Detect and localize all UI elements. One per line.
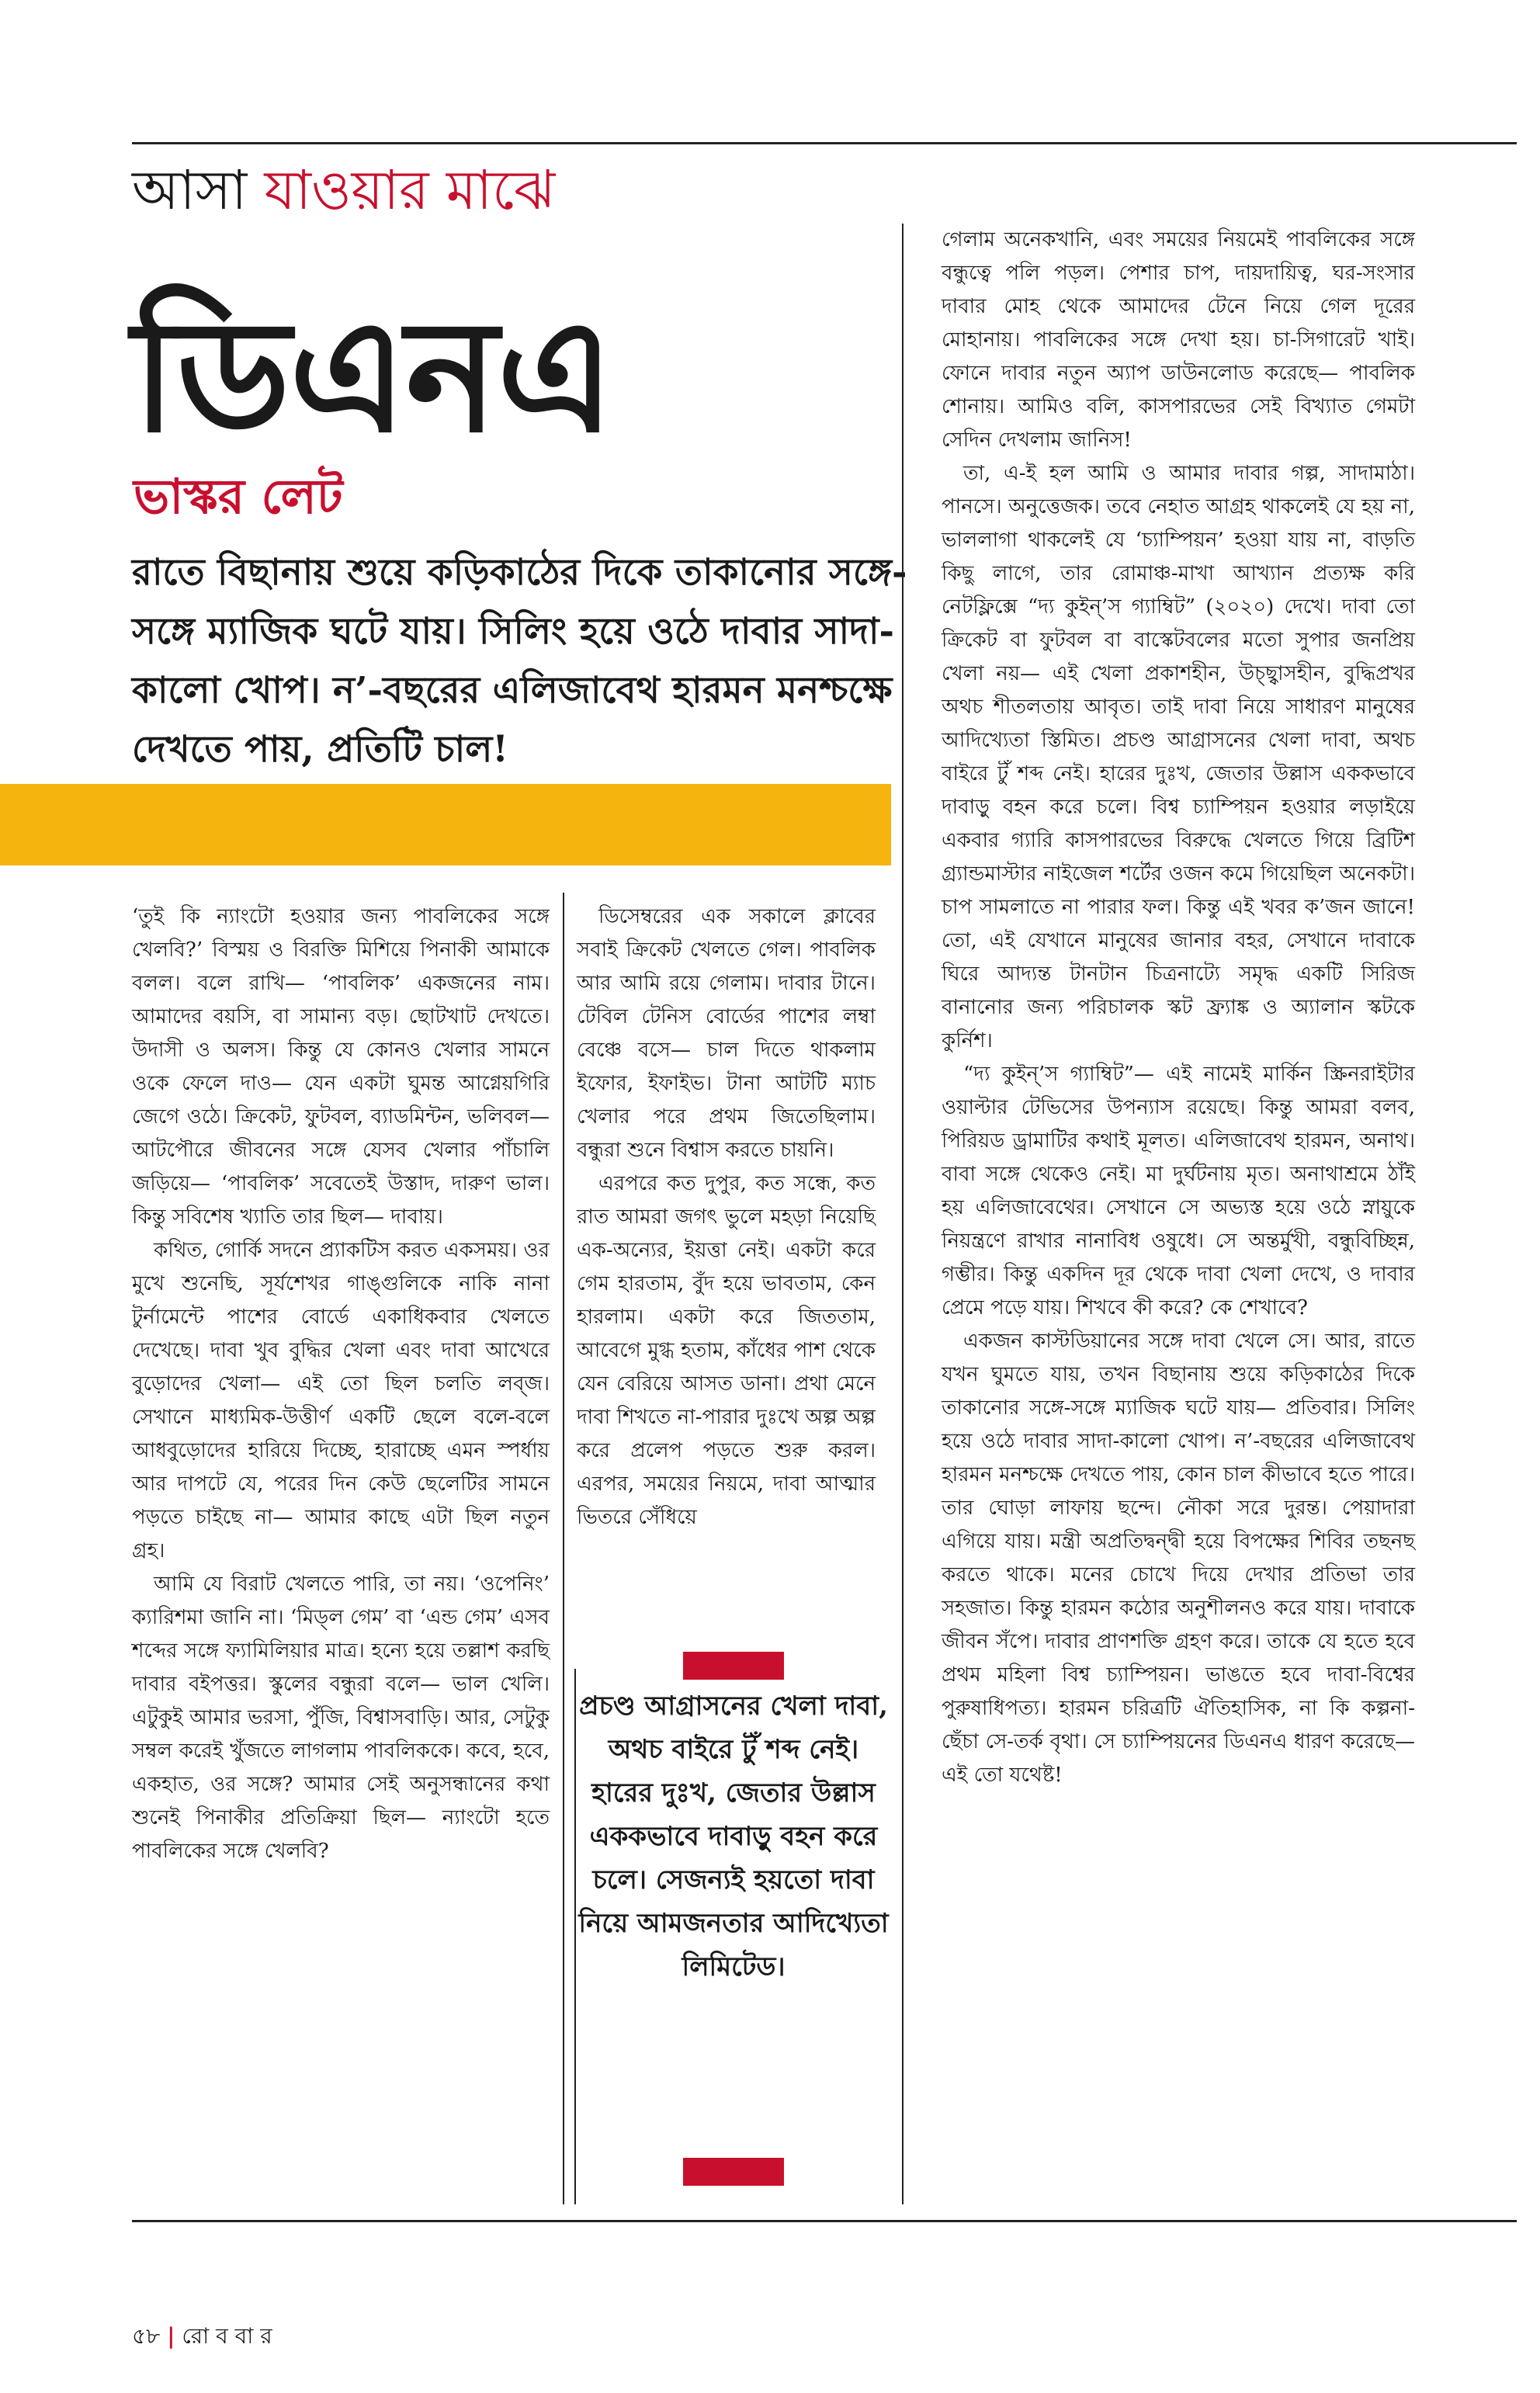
article-byline: ভাস্কর লেট [134, 468, 343, 525]
page-number: ৫৮ [132, 2323, 161, 2349]
top-rule [132, 142, 1517, 144]
bottom-rule [132, 2220, 1517, 2222]
footer-separator: | [167, 2323, 175, 2349]
body-column-2 [577, 900, 876, 1535]
pull-quote-top-bar [683, 1652, 784, 1680]
article-headline: ডিএনএ [132, 285, 614, 467]
pull-quote-divider-left [574, 1669, 576, 2204]
body-paragraph: ডিসেম্বরের এক সকালে ক্লাবের সবাই ক্রিকেট খেলতে গেল। পাবলিক আর আমি রয়ে গেলাম। দাবার টানে। টেবিল টেনিস বোর্ডের পাশের লম্বা বেঞ্চে বসে— চাল দিতে থাকলাম ইফোর, ইফাইভ। টানা আটটি ম্যাচ খেলার পরে প্রথম জিতেছিলাম। বন্ধুরা শুনে বিশ্বাস করতে চায়নি। [577, 905, 876, 1162]
body-paragraph: ‘তুই কি ন্যাংটো হওয়ার জন্য পাবলিকের সঙ্গে খেলবি?’ বিস্ময় ও বিরক্তি মিশিয়ে পিনাকী আমাকে বলল। বলে রাখি— ‘পাবলিক’ একজনের নাম। আমাদের বয়সি, বা সামান্য বড়। ছোটখাট দেখতে। উদাসী ও অলস। কিন্তু যে কোনও খেলার সামনে ওকে ফেলে দাও— যেন একটা ঘুমন্ত আগ্নেয়গিরি জেগে ওঠে। ক্রিকেট, ফুটবল, ব্যাডমিন্টন, ভলিবল— আটপৌরে জীবনের সঙ্গে যেসব খেলার পাঁচালি জড়িয়ে— ‘পাবলিক’ সবেতেই উস্তাদ, দারুণ ভাল। কিন্তু সবিশেষ খ্যাতি তার ছিল— দাবায়। [132, 905, 550, 1229]
body-paragraph: আমি যে বিরাট খেলতে পারি, তা নয়। ‘ওপেনিং’ ক্যারিশমা জানি না। ‘মিড্‌ল গেম’ বা ‘এন্ড গেম’ এসব শব্দের সঙ্গে ফ্যামিলিয়ার মাত্র। হন্যে হয়ে তল্লাশ করছি দাবার বইপত্তর। স্কুলের বন্ধুরা বলে— ভাল খেলি। এটুকুই আমার ভরসা, পুঁজি, বিশ্বাসবাড়ি। আর, সেটুকু সম্বল করেই খুঁজতে লাগলাম পাবলিককে। কবে, হবে, একহাত, ওর সঙ্গে? আমার সেই অনুসন্ধানের কথা শুনেই পিনাকীর প্রতিক্রিয়া ছিল— ন্যাংটো হতে পাবলিকের সঙ্গে খেলবি? [132, 1573, 550, 1863]
body-paragraph: এরপরে কত দুপুর, কত সন্ধে, কত রাত আমরা জগৎ ভুলে মহড়া নিয়েছি এক-অন্যের, ইয়ত্তা নেই। একটা করে গেম হারতাম, বুঁদ হয়ে ভাবতাম, কেন হারলাম। একটা করে জিততাম, আবেগে মুগ্ধ হতাম, কাঁধের পাশ থেকে যেন বেরিয়ে আসত ডানা। প্রথা মেনে দাবা শিখতে না-পারার দুঃখে অল্প অল্প করে প্রলেপ পড়তে শুরু করল। এরপর, সময়ের নিয়মে, দাবা আত্মার ভিতরে সেঁধিয়ে [577, 1172, 876, 1529]
body-column-1 [132, 900, 550, 1868]
article-standfirst: রাতে বিছানায় শুয়ে কড়িকাঠের দিকে তাকানোর সঙ্গে-সঙ্গে ম্যাজিক ঘটে যায়। সিলিং হয়ে ওঠে দাবার সাদা-কালো খোপ। ন’-বছরের এলিজাবেথ হারমন মনশ্চক্ষে দেখতে পায়, প্রতিটি চাল! [132, 551, 907, 771]
body-paragraph: তা, এ-ই হল আমি ও আমার দাবার গল্প, সাদামাঠা। পানসে। অনুত্তেজক। তবে নেহাত আগ্রহ থাকলেই যে হয় না, ভাললাগা থাকলেই যে ‘চ্যাম্পিয়ন’ হওয়া যায় না, বাড়তি কিছু লাগে, তার রোমাঞ্চ-মাখা আখ্যান প্রত্যক্ষ করি নেটফ্লিক্সে “দ্য কুইন্‌’স গ্যাম্বিট” (২০২০) দেখে। দাবা তো ক্রিকেট বা ফুটবল বা বাস্কেটবলের মতো সুপার জনপ্রিয় খেলা নয়— এই খেলা প্রকাশহীন, উচ্ছ্বাসহীন, বুদ্ধিপ্রখর অথচ শীতলতায় আবৃত। তাই দাবা নিয়ে সাধারণ মানুষের আদিখ্যেতা স্তিমিত। প্রচণ্ড আগ্রাসনের খেলা দাবা, অথচ বাইরে টুঁ শব্দ নেই। হারের দুঃখ, জেতার উল্লাস এককভাবে দাবাড়ু বহন করে চলে। বিশ্ব চ্যাম্পিয়ন হওয়ার লড়াইয়ে একবার গ্যারি কাসপারভের বিরুদ্ধে খেলতে গিয়ে ব্রিটিশ গ্র্যান্ডমাস্টার নাইজেল শর্টের ওজন কমে গিয়েছিল অনেকটা। চাপ সামলাতে না পারার ফল। কিন্তু এই খবর ক’জন জানে! তো, এই যেখানে মানুষের জানার বহর, সেখানে দাবাকে ঘিরে আদ্যন্ত টানটান চিত্রনাট্যে সমৃদ্ধ একটি সিরিজ বানানোর জন্য পরিচালক স্কট ফ্র্যাঙ্ক ও অ্যালান স্কটকে কুর্নিশ। [942, 462, 1415, 1053]
page-footer [132, 2321, 272, 2352]
body-paragraph: কথিত, গোর্কি সদনে প্র্যাকটিস করত একসময়। ওর মুখে শুনেছি, সূর্যশেখর গাঙ্গুলিকে নাকি নানা টুর্নামেন্টে পাশের বোর্ডে একাধিকবার খেলতে দেখেছে। দাবা খুব বুদ্ধির খেলা এবং দাবা আখেরে বুড়োদের খেলা— এই তো ছিল চলতি লব্‌জ। সেখানে মাধ্যমিক-উত্তীর্ণ একটি ছেলে বলে-বলে আধবুড়োদের হারিয়ে দিচ্ছে, হারাচ্ছে এমন স্পর্ধায় আর দাপটে যে, পরের দিন কেউ ছেলেটির সামনে পড়তে চাইছে না— আমার কাছে এটা ছিল নতুন গ্রহ। [132, 1239, 550, 1562]
column-divider-right [902, 224, 904, 2204]
body-paragraph: গেলাম অনেকখানি, এবং সময়ের নিয়মেই পাবলিকের সঙ্গে বন্ধুত্বে পলি পড়ল। পেশার চাপ, দায়দায়িত্ব, ঘর-সংসার দাবার মোহ থেকে আমাদের টেনে নিয়ে গেল দূরের মোহানায়। পাবলিকের সঙ্গে দেখা হয়। চা-সিগারেট খাই। ফোনে দাবার নতুন অ্যাপ ডাউনলোড করেছে— পাবলিক শোনায়। আমিও বলি, কাসপারভের সেই বিখ্যাত গেমটা সেদিন দেখলাম জানিস! [942, 228, 1415, 452]
decorative-band [0, 784, 891, 865]
column-divider-left [563, 893, 564, 2204]
section-label-plain: আসা [132, 158, 248, 222]
section-label [132, 155, 555, 225]
magazine-name: রো ব বা র [182, 2323, 272, 2349]
pull-quote: প্রচণ্ড আগ্রাসনের খেলা দাবা, অথচ বাইরে টুঁ শব্দ নেই। হারের দুঃখ, জেতার উল্লাস এককভাবে দাবাড়ু বহন করে চলে। সেজন্যই হয়তো দাবা নিয়ে আমজনতার আদিখ্যেতা লিমিটেড। [578, 1691, 889, 1982]
body-column-3 [942, 224, 1415, 1792]
pull-quote-bottom-bar [683, 2158, 784, 2186]
body-paragraph: একজন কাস্টডিয়ানের সঙ্গে দাবা খেলে সে। আর, রাতে যখন ঘুমতে যায়, তখন বিছানায় শুয়ে কড়িকাঠের দিকে তাকানোর সঙ্গে-সঙ্গে ম্যাজিক ঘটে যায়— প্রতিবার। সিলিং হয়ে ওঠে দাবার সাদা-কালো খোপ। ন’-বছরের এলিজাবেথ হারমন মনশ্চক্ষে দেখতে পায়, কোন চাল কীভাবে হতে পারে। তার ঘোড়া লাফায় ছন্দে। নৌকা সরে দুরন্ত। পেয়াদারা এগিয়ে যায়। মন্ত্রী অপ্রতিদ্বন্দ্বী হয়ে বিপক্ষের শিবির তছনছ করতে থাকে। মনের চোখে দিয়ে দেখার প্রতিভা তার সহজাত। কিন্তু হারমন কঠোর অনুশীলনও করে যায়। দাবাকে জীবন সঁপে। দাবার প্রাণশক্তি গ্রহণ করে। তাকে যে হতে হবে প্রথম মহিলা বিশ্ব চ্যাম্পিয়ন। ভাঙতে হবে দাবা-বিশ্বের পুরুষাধিপত্য। হারমন চরিত্রটি ঐতিহাসিক, না কি কল্পনা-ছেঁচা সে-তর্ক বৃথা। সে চ্যাম্পিয়নের ডিএনএ ধারণ করেছে— এই তো যথেষ্ট! [942, 1330, 1415, 1787]
section-label-red: যাওয়ার মাঝে [264, 158, 556, 222]
body-paragraph: “দ্য কুইন্‌’স গ্যাম্বিট”— এই নামেই মার্কিন স্ক্রিনরাইটার ওয়াল্টার টেভিসের উপন্যাস রয়েছে। কিন্তু আমরা বলব, পিরিয়ড ড্রামাটির কথাই মূলত। এলিজাবেথ হারমন, অনাথ। বাবা সঙ্গে থেকেও নেই। মা দুর্ঘটনায় মৃত। অনাথাশ্রমে ঠাঁই হয় এলিজাবেথের। সেখানে সে অভ্যস্ত হয়ে ওঠে স্নায়ুকে নিয়ন্ত্রণে রাখার নানাবিধ ওষুধে। সে অন্তর্মুখী, বন্ধুবিচ্ছিন্ন, গম্ভীর। কিন্তু একদিন দূর থেকে দাবা খেলা দেখে, ও দাবার প্রেমে পড়ে যায়। শিখবে কী করে? কে শেখাবে? [942, 1063, 1415, 1320]
